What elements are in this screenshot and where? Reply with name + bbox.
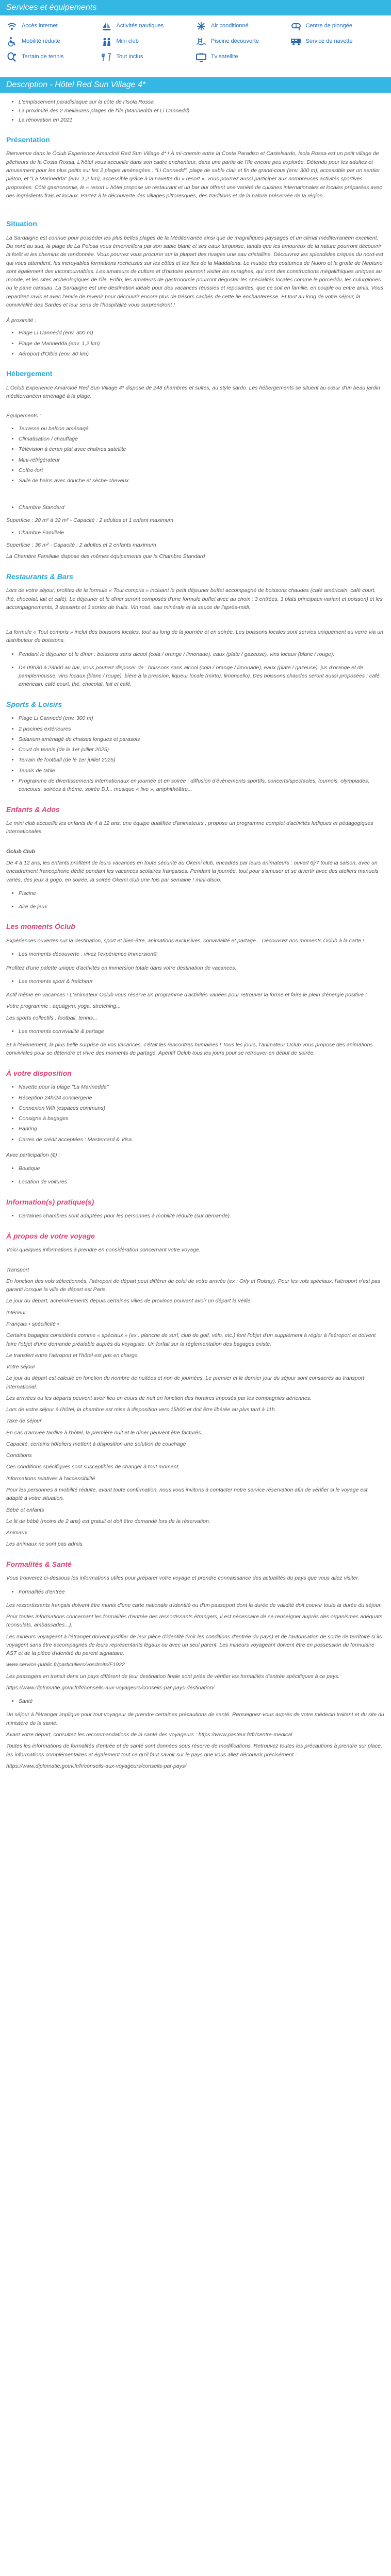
list-item: • Aire de jeux <box>19 903 385 911</box>
list-item: • Réception 24h/24 conciergerie <box>19 1094 385 1102</box>
propos-line: Le transfert entre l'aéroport et l'hôtel est pris en charge. <box>6 1352 139 1359</box>
service-item <box>290 21 385 32</box>
propos-line: Le jour du départ est calculé en fonction du nombre de nuitées et non de journées. Le premier et le dernier jour du séjour sont consacrés au transport international. <box>6 1375 365 1390</box>
list-item: • Les moments découverte : vivez l'expérience Immersion® <box>19 950 385 958</box>
services-title: Services et équipements <box>6 3 97 12</box>
list-item: • Les moments convivialité & partage <box>19 1027 385 1036</box>
room-name: • Chambre Familiale <box>19 529 385 537</box>
formalites-text: Les mineurs voyageant à l'étranger doivent justifier de leur pièce d'identité (voir les conditions d'entrée du pays) et de l'autorisation de sortie de territoire si ils voyagent sans être accompagnés de leurs représentants légaux ou avec un seul parent. Les mineurs voyageant doivent être en possession du formulaire AST et de la pièce d'identité du parent signataire. <box>6 1633 382 1657</box>
moments-text: Et à l'évènement, la plus belle surprise de vos vacances, c'était les rencontres humaines ! Tous les jours, l'animateur Óclub vous propose des animations conviviales pour se détendre et vivre des moments de partage. Apéritif Óclub tous les jours pour se retrouver en début de soirée. <box>6 1042 373 1057</box>
propos-line: Informations relatives à l'accessibilité <box>6 1475 95 1482</box>
propos-line: Animaux <box>6 1530 27 1536</box>
propos-line: Certains bagages considérés comme « spéciaux » (ex : planche de surf, club de golf, vélo, etc.) font l'objet d'un supplément à régler à l'aéroport et doivent faire l'objet d'une demande préalable auprès du voyagiste. Un forfait sur la réglementation des bagages existe. <box>6 1332 376 1347</box>
moments-list <box>19 950 385 958</box>
list-item: • Aéroport d'Olbia (env. 80 km) <box>19 350 385 358</box>
kids-icon <box>101 36 112 47</box>
formalites-list <box>19 1588 385 1596</box>
room-details: Superficie : 28 m² à 32 m² - Capacité : 2 adultes et 1 enfant maximum <box>6 517 173 523</box>
proximity-list <box>19 329 385 358</box>
propos-line: Conditions <box>6 1452 32 1459</box>
moments-text: Profitez d'une palette unique d'activités en immersion totale dans votre destination de vacances. <box>6 964 237 971</box>
room-family <box>19 529 385 537</box>
service-label: Activités nautiques <box>116 23 164 29</box>
list-item: • Plage Li Cannedd (env. 300 m) <box>19 714 385 722</box>
list-item: • Cartes de crédit acceptées : Mastercard & Visa. <box>19 1136 385 1144</box>
service-label: Air conditionné <box>211 23 249 29</box>
service-item <box>101 36 196 47</box>
hebergement-heading: Hébergement <box>6 369 53 378</box>
formalites-text: Pour toutes informations concernant les formalités d'entrée des ressortissants étrangers, il est nécessaire de se renseigner auprès des organismes adéquats (consulats, ambassades...). <box>6 1614 383 1629</box>
list-item: • Boutique <box>19 1164 385 1173</box>
formalites-link[interactable]: www.service-public.fr/particuliers/vosdroits/F1922 <box>6 1662 125 1668</box>
equipment-title: Équipements : <box>6 413 41 419</box>
description-title-bar <box>0 77 391 93</box>
list-item: • Parking <box>19 1125 385 1133</box>
propos-line: Ces conditions spécifiques sont susceptibles de changer à tout moment. <box>6 1464 180 1470</box>
formalites-link[interactable]: https://www.diplomatie.gouv.fr/fr/conseils-aux-voyageurs/conseils-par-pays-destination/ <box>6 1684 215 1691</box>
formalites-text: Un séjour à l'étranger implique pour tout voyageur de prendre certaines précautions de santé. Renseignez-vous auprès de votre médecin traitant et du site du ministère de la santé. <box>6 1711 384 1726</box>
service-label: Mini club <box>116 38 139 45</box>
list-item: • Télévision à écran plat avec chaînes satellite <box>19 445 385 453</box>
wheelchair-icon <box>6 36 18 47</box>
list-item: • La rénovation en 2021 <box>19 116 385 124</box>
service-item <box>101 21 196 32</box>
list-item: • La proximité des 2 meilleures plages de l'île (Marinedda et Li Cannedd) <box>19 107 385 115</box>
formalites-text: Toutes les informations de formalités d'entrée et de santé sont données sous réserve de modifications. Retrouvez toutes les précautions à prendre sur place, les informations complémentaires et également tout ce qu'il faut savoir sur le pays que vous allez découvrir précisément : <box>6 1743 382 1758</box>
nautical-icon <box>101 21 112 32</box>
restaurants-text: La formule « Tout compris » inclut des boissons locales, tout au long de la journée et en soirée. Les boissons locales sont servies uniquement au verre via un distributeur de boissons. <box>6 629 383 644</box>
list-item: • 2 piscines extérieures <box>19 725 385 733</box>
list-item: • Consigne à bagages <box>19 1114 385 1123</box>
list-item: • Plage Li Cannedd (env. 300 m) <box>19 329 385 337</box>
restaurants-text: Lors de votre séjour, profitez de la formule « Tout compris » incluant le petit déjeuner buffet accompagné de boissons chaudes (café américain, café court, thé, chocolat, lait et café). Le déjeuner et le dîner seront composés d'une formule buffet avec au choix : 3 entrées, 3 plats principaux variant et poisson) et les accompagnements, 3 desserts et 3 sortes de fruits. Vin rosé, eau minérale et la sauce de l'après-midi. <box>6 587 383 611</box>
shuttle-icon <box>290 36 302 47</box>
paid-title: Avec participation (€) : <box>6 1151 60 1158</box>
propos-line: Lors de votre séjour à l'hôtel, la chambre est mise à disposition vers 15h00 et doit être libérée au plus tard à 11h. <box>6 1406 276 1413</box>
enfants-heading: Enfants & Ados <box>6 805 60 814</box>
propos-line: Le jour du départ, acheminements depuis certaines villes de province pouvant avoir un départ la veille. <box>6 1298 252 1304</box>
snowflake-icon <box>196 21 207 32</box>
list-item: • Terrasse ou balcon aménagé <box>19 425 385 433</box>
list-item: • Mini-réfrigérateur <box>19 456 385 464</box>
services-title-bar <box>0 0 391 15</box>
list-item: • Pendant le déjeuner et le dîner : boissons sans alcool (cola / orange / limonade), eaux (plate / gazeuse), vins locaux (blanc / rouge). <box>19 650 385 658</box>
moments-text: Expériences ouvertes sur la destination, sport et bien-être, animations exclusives, convivialité et partage... Découvrez nos moments Óclub à la carte ! <box>6 938 364 944</box>
sports-list <box>19 714 385 793</box>
propos-line: Les arrivées ou les départs peuvent avoir lieu en cours de nuit en fonction des horaires imposés par les compagnies aériennes. <box>6 1395 312 1401</box>
situation-heading: Situation <box>6 219 37 228</box>
hebergement-intro: L'Óclub Experience Amarcloé Red Sun Village 4* dispose de 248 chambres et suites, au style sardo. Les hébergements se situent au cœur d'un beau jardin méditerranéen aménagé à la plage. <box>6 384 380 400</box>
moments-text: Votre programme : aquagym, yoga, stretching... <box>6 1003 121 1010</box>
presentation-heading: Présentation <box>6 135 50 144</box>
list-item: • Plage de Marinedda (env. 1,2 km) <box>19 340 385 348</box>
propos-heading: À propos de votre voyage <box>6 1231 95 1240</box>
paid-list <box>19 1164 385 1187</box>
propos-line: Le lit de bébé (moins de 2 ans) est gratuit et doit être demandé lors de la réservation. <box>6 1518 210 1524</box>
moments-text: Les sports collectifs : football, tennis... <box>6 1014 97 1021</box>
formalites-heading: Formalités & Santé <box>6 1560 72 1568</box>
service-item <box>196 21 290 32</box>
propos-intro: Voici quelques informations à prendre en considération concernant votre voyage. <box>6 1247 201 1253</box>
disposition-list <box>19 1083 385 1144</box>
sports-heading: Sports & Loisirs <box>6 700 62 708</box>
enfants-subtitle: Óclub Club <box>6 848 35 855</box>
all-inclusive-icon <box>101 52 112 63</box>
moments-heading: Les moments Óclub <box>6 922 75 931</box>
list-item: • Climatisation / chauffage <box>19 435 385 443</box>
services-grid <box>0 15 391 66</box>
formalites-text: Avant votre départ, consultez les recommandations de la santé des voyageurs : https://www.pasteur.fr/fr/centre-medical <box>6 1731 292 1738</box>
formalites-list <box>19 1697 385 1705</box>
rooms-note: La Chambre Familiale dispose des mêmes équipements que la Chambre Standard <box>6 553 205 560</box>
enfants-text: Le mini club accueille les enfants de 4 à 12 ans, une équipe qualifiée d'animateurs ; propose un programme complet d'activités ludiques et pédagogiques internationales. <box>6 820 373 835</box>
list-item: • L'emplacement paradisiaque sur la côte de l'Isola Rossa <box>19 98 385 106</box>
information-heading: Information(s) pratique(s) <box>6 1197 94 1206</box>
enfants-list <box>19 889 385 911</box>
room-name: • Chambre Standard <box>19 503 385 512</box>
situation-text: La Sardaigne est connue pour posséder les plus belles plages de la Méditerranée ainsi que de magnifiques paysages et un climat méditerranéen excellent. Du nord au sud, la plage de La Pelosa vous émerveillera par son sable blanc et ses eaux turquoise, tandis que les amoureux de la nature pourront découvrir la forêt et les chemins de randonnée. Vous pourrez vous procurer sur la plupart des rivages une eau cristalline. Découvrez les splendides criques du nord-est qui vous attendent, les incroyables formations rocheuses sur les côtes et les îles de la Maddalena. Le musée des costumes de Nuoro et la grotte de Neptune sont également des incontournables. Les amateurs de culture et d'histoire pourront visiter les nuraghes, qui sont des constructions mégalithiques uniques au monde, et les sites archéologiques de l'île. Enfin, les amateurs de gastronomie pourront déguster les spécialités locales comme le porceddu, les culurgiones ou le pane carasau. La Sardaigne est une destination idéale pour des vacances réussies et reposantes, que ce soit en famille, en couple ou entre amis. Vous repartirez ravis et avec l'envie de revenir pour découvrir encore plus de trésors cachés de cette île enchanteresse. Et tout au long de votre séjour, la convivialité des Sardes et leur sens de l'hospitalité vous surprendront ! <box>6 234 383 308</box>
equipment-list <box>19 425 385 485</box>
service-label: Terrain de tennis <box>22 54 64 60</box>
service-label: Tout inclus <box>116 54 143 60</box>
room-standard <box>19 503 385 512</box>
list-item: • Formalités d'entrée <box>19 1588 385 1596</box>
service-label: Centre de plongée <box>305 23 353 29</box>
content <box>0 98 391 1770</box>
moments-list <box>19 1027 385 1036</box>
list-item: • Coffre-fort <box>19 466 385 474</box>
transport-title: Transport <box>6 1266 29 1273</box>
description-title: Description - Hôtel Red Sun Village 4* <box>6 80 146 89</box>
list-item: • Solarium aménagé de chaises longues et parasols <box>19 735 385 743</box>
service-item <box>101 52 196 63</box>
propos-line: Pour les personnes à mobilité réduite, avant toute confirmation, nous vous invitons à contacter notre service réservation afin de vérifier si le voyage est adapté à votre situation. <box>6 1486 368 1502</box>
presentation-text: Bienvenue dans le Óclub Experience Amarcloé Red Sun Village 4* ! À mi-chemin entre la Costa Paradiso et Castelsardo, Isola Rossa est un petit village de pêcheurs de la Costa Rossa. L'hôtel vous accueille dans son cadre enchanteur, dans une partie de l'île encore peu explorée. Détendu pour les adultes et amusement pour les plus petits sur les 2 plages aménagées : "Li Cannedd", plage de sable clair et fin de grand-cous (env. 300 m), accessible par un sentier piéton, et "La Marinedda" (env. 1,2 km), accessible grâce à la navette du « resort », vous pourrez aussi participer aux nombreuses activités sportives proposées. Côté gastronomie, le « resort » hôtel propose un restaurant et un bar qui offrent une variété de cuisines internationales et locales préparées avec des ingrédients frais et locaux. Partez à la découverte des villages pittoresques, des traditions et de la nature préservée de la région. <box>6 150 382 199</box>
list-item: • Court de tennis (de le 1er juillet 2025) <box>19 745 385 754</box>
list-item: • Piscine <box>19 889 385 897</box>
propos-line: Français • spécificité • <box>6 1320 59 1327</box>
moments-text: Actif même en vacances ! L'animateur Óclub vous réserve un programme d'activités variées pour retrouver la forme et faire le plein d'énergie positive ! <box>6 992 367 998</box>
propos-line: En cas d'arrivée tardive à l'hôtel, la première nuit et le dîner peuvent être facturés. <box>6 1429 203 1436</box>
list-item: • Certaines chambres sont adaptées pour les personnes à mobilité réduite (sur demande). <box>19 1212 385 1220</box>
list-item: • Les moments sport & fraîcheur <box>19 977 385 986</box>
tennis-icon <box>6 52 18 63</box>
propos-line: Capacité, certains hôteliers mettent à disposition une solution de couchage <box>6 1440 186 1447</box>
wifi-icon <box>6 21 18 32</box>
list-item: • De 09h30 à 23h00 au bar, vous pourrez disposer de : boissons sans alcool (cola / orange / limonade), eaux (plate / gazeuse), jus d'orange et de pamplemousse, vins locaux (blanc / rouge), bière à la pression, liqueur locale (mirto), limoncello). Des boissons chaudes seront aussi proposées : café américain, café court, thé, chocolat, lait et café. <box>19 664 385 689</box>
diving-icon <box>290 21 302 32</box>
service-label: Accès internet <box>22 23 58 29</box>
pool-icon <box>196 36 207 47</box>
moments-list <box>19 977 385 986</box>
list-item: • Location de voitures <box>19 1178 385 1186</box>
propos-line: Intérieur <box>6 1309 26 1316</box>
propos-line: Votre séjour <box>6 1364 36 1370</box>
formalites-link[interactable]: https://www.diplomatie.gouv.fr/fr/conseils-aux-voyageurs/conseils-par-pays/ <box>6 1762 187 1769</box>
information-list <box>19 1212 385 1220</box>
service-item <box>196 36 290 47</box>
disposition-heading: À votre disposition <box>6 1069 72 1077</box>
list-item: • Salle de bains avec douche et sèche-cheveux <box>19 477 385 485</box>
service-item <box>6 21 101 32</box>
service-item <box>196 52 290 63</box>
enfants-text: De 4 à 12 ans, les enfants profitent de leurs vacances en toute sécurité au Ókemi club, encadrés par leurs animateurs : ouvert 6j/7 toute la saison, avec un encadrement francophone dédié pendant les vacances scolaires françaises. Pendant la journée, tout pour s'amuser et se divertir avec des ateliers manuels variés, des jeux à gogo, en soirée, la soirée Ókemi club une fois par semaine ! mini-disco. <box>6 860 379 883</box>
service-item <box>290 36 385 47</box>
tv-icon <box>196 52 207 63</box>
formalites-text: Les passagers en transit dans un pays différent de leur destination finale sont priés de vérifier les formalités d'entrée spécifiques à ce pays. <box>6 1673 340 1680</box>
propos-line: Taxe de séjour <box>6 1418 42 1425</box>
proximity-title: À proximité : <box>6 317 37 324</box>
list-item: • Navette pour la plage "La Marinedda" <box>19 1083 385 1091</box>
service-label: Mobilité réduite <box>22 38 60 45</box>
propos-line: Bébé et enfants <box>6 1506 44 1513</box>
propos-line: En fonction des vols sélectionnés, l'aéroport de départ peut différer de celui de votre arrivée (ex : Orly et Roissy). Pour les vols spéciaux, l'aéroport n'est pas garanti lorsque la ville de départ est Paris. <box>6 1278 381 1293</box>
list-item: • Connexion Wifi (espaces communs) <box>19 1104 385 1112</box>
restaurants-list <box>19 650 385 689</box>
list-item: • Tennis de table <box>19 767 385 775</box>
service-item <box>6 36 101 47</box>
room-details: Superficie : 36 m² - Capacité : 2 adultes et 2 enfants maximum <box>6 542 156 549</box>
propos-line: Les animaux ne sont pas admis. <box>6 1541 84 1548</box>
formalites-intro: Vous trouverez ci-dessous les informations utiles pour préparer votre voyage et prendre connaissance des actualités du pays que vous allez visiter. <box>6 1575 360 1582</box>
list-item: • Santé <box>19 1697 385 1705</box>
service-label: Piscine découverte <box>211 38 259 45</box>
restaurants-heading: Restaurants & Bars <box>6 572 73 581</box>
list-item: • Programme de divertissements internationaux en journée et en soirée : diffusion d'évènements sportifs, concerts/spectacles, tournois, olympiades, concours, soirées à thème, soirée DJ... musique « live », amphithéâtre... <box>19 777 385 794</box>
service-label: Tv satellite <box>211 54 238 60</box>
service-item <box>6 52 101 63</box>
list-item: • Terrain de football (de le 1er juillet 2025) <box>19 756 385 764</box>
formalites-text: Les ressortissants français doivent être munis d'une carte nationale d'identité ou d'un passeport dont la durée de validité doit couvrir toute la durée du séjour. <box>6 1602 382 1608</box>
service-label: Service de navette <box>305 38 353 45</box>
highlights-list <box>19 98 385 124</box>
